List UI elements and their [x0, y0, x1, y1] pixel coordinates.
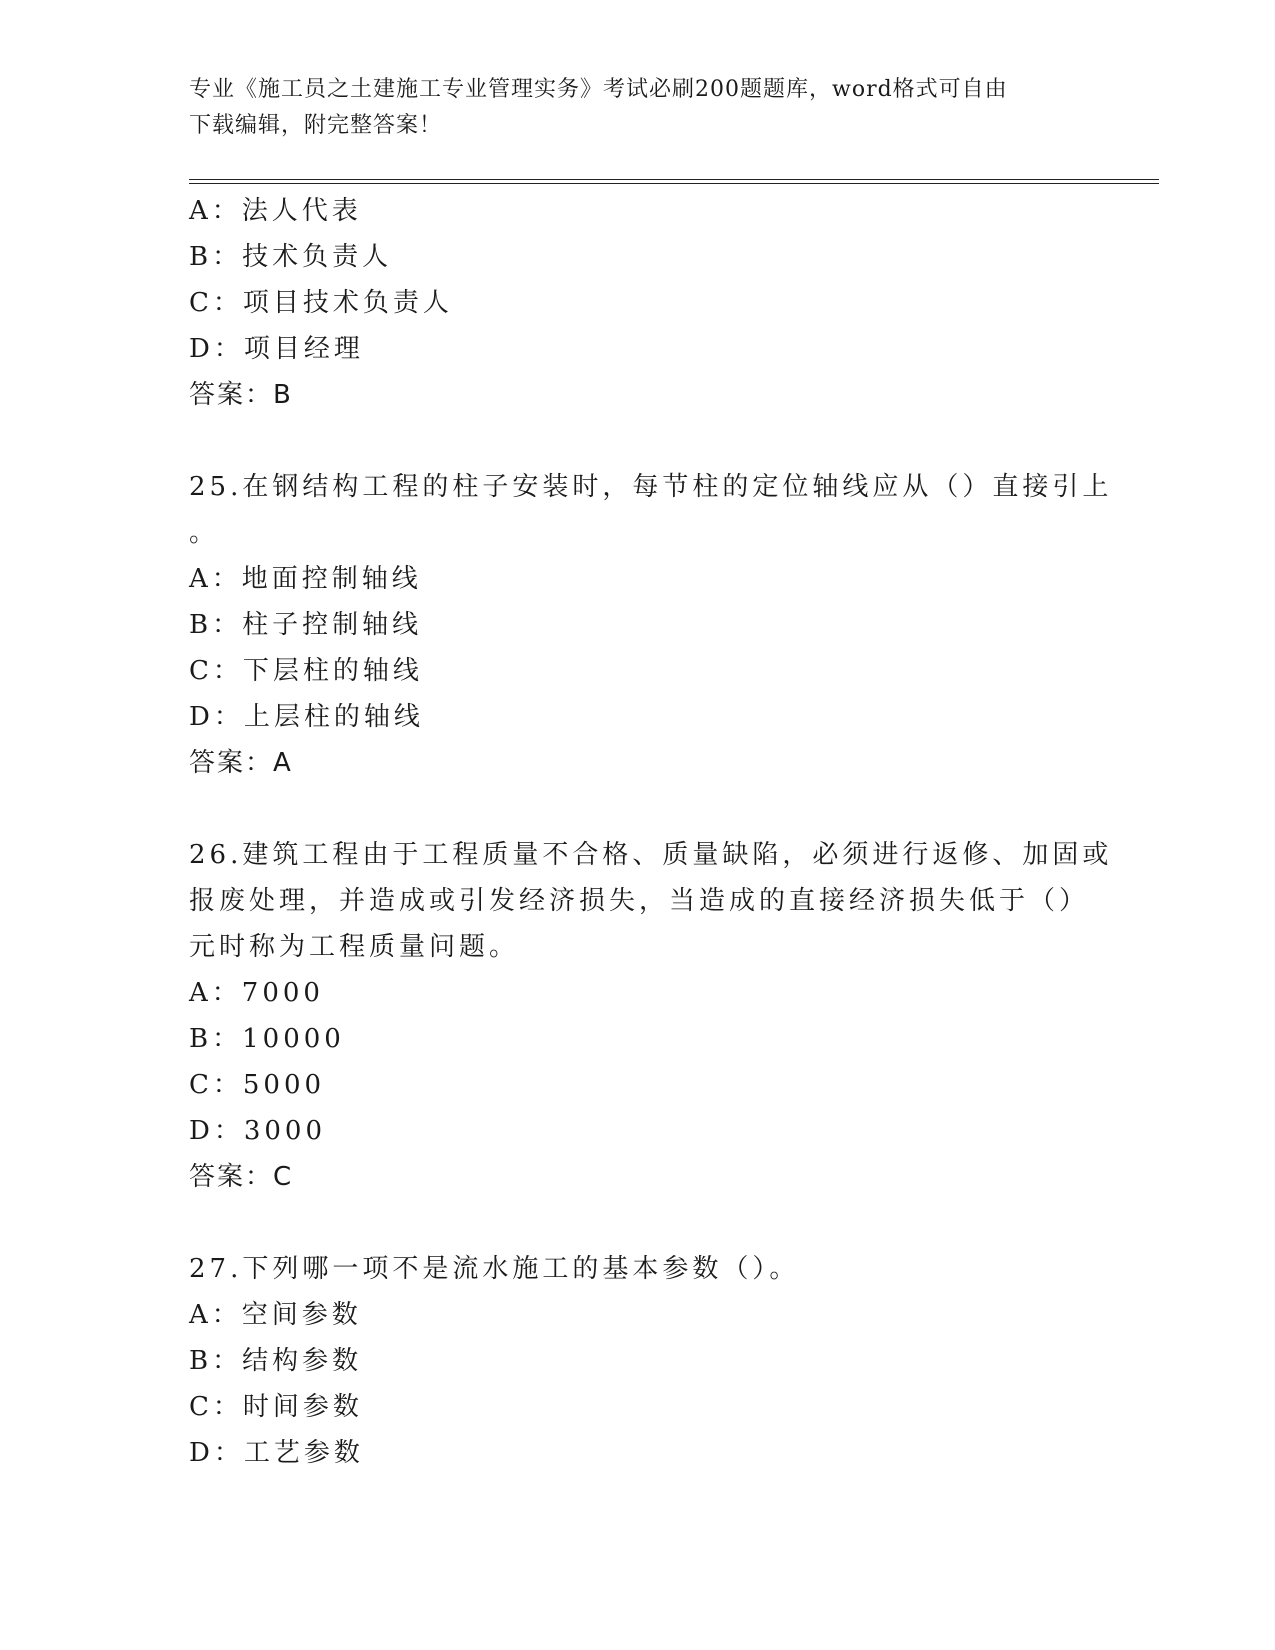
answer: 答案：C [189, 1162, 294, 1192]
question-25 [189, 464, 1113, 786]
question-26 [189, 832, 1113, 1200]
option-b: B：柱子控制轴线 [189, 610, 423, 640]
question-24 [189, 188, 1089, 418]
question-stem-line: 报废处理，并造成或引发经济损失，当造成的直接经济损失低于（） [189, 886, 1090, 916]
option-c: C：5000 [189, 1070, 326, 1100]
option-a: A：地面控制轴线 [189, 564, 422, 594]
option-a: A：法人代表 [189, 196, 362, 226]
document-header [189, 72, 1089, 144]
question-stem-line: 25.在钢结构工程的柱子安装时，每节柱的定位轴线应从（）直接引上 [189, 472, 1113, 502]
option-c: C：下层柱的轴线 [189, 656, 423, 686]
question-stem-line: 27.下列哪一项不是流水施工的基本参数（）。 [189, 1254, 800, 1284]
spacer [189, 786, 1089, 832]
header-line-2: 下载编辑，附完整答案！ [189, 113, 443, 138]
header-rule-top [189, 179, 1159, 180]
question-27 [189, 1246, 1089, 1476]
question-stem-line: 26.建筑工程由于工程质量不合格、质量缺陷，必须进行返修、加固或 [189, 840, 1113, 870]
option-b: B：技术负责人 [189, 242, 393, 272]
question-stem-line: 。 [189, 518, 220, 548]
answer: 答案：B [189, 380, 293, 410]
option-c: C：时间参数 [189, 1392, 363, 1422]
option-d: D：上层柱的轴线 [189, 702, 424, 732]
spacer [189, 418, 1089, 464]
option-a: A：空间参数 [189, 1300, 362, 1330]
header-line-1: 专业《施工员之土建施工专业管理实务》考试必刷200题题库，word格式可自由 [189, 77, 1008, 102]
answer: 答案：A [189, 748, 293, 778]
option-a: A：7000 [189, 978, 324, 1008]
header-rule-bottom [189, 183, 1159, 184]
question-list [189, 188, 1113, 1476]
option-b: B：结构参数 [189, 1346, 363, 1376]
option-b: B：10000 [189, 1024, 345, 1054]
option-d: D：项目经理 [189, 334, 364, 364]
option-d: D：3000 [189, 1116, 327, 1146]
question-stem-line: 元时称为工程质量问题。 [189, 932, 520, 962]
option-c: C：项目技术负责人 [189, 288, 453, 318]
option-d: D：工艺参数 [189, 1438, 364, 1468]
spacer [189, 1200, 1089, 1246]
